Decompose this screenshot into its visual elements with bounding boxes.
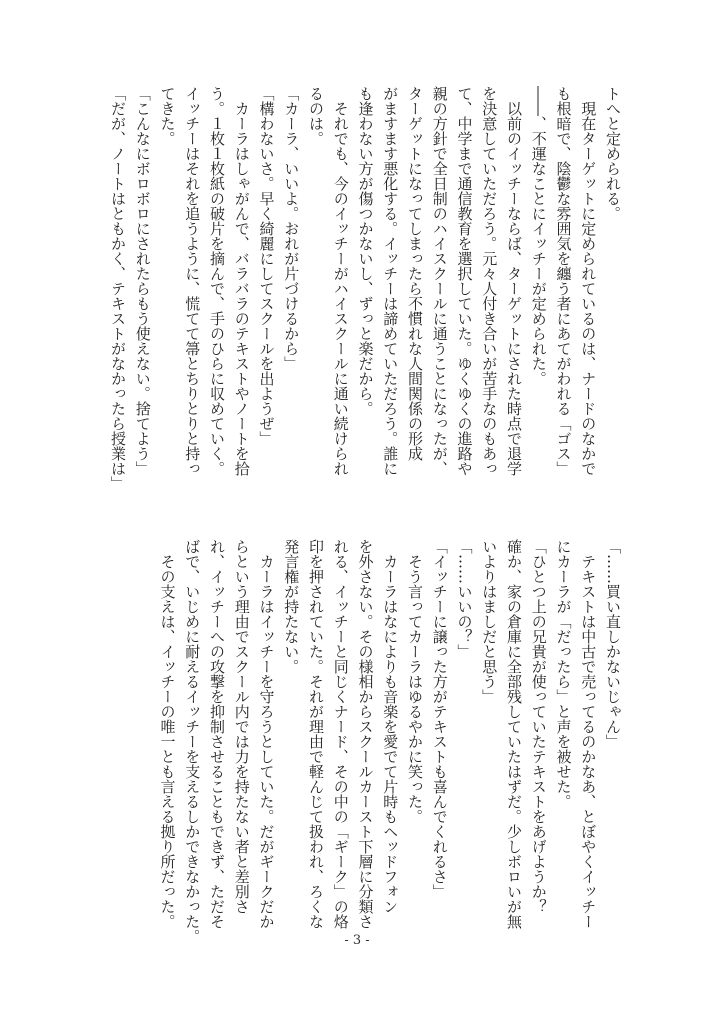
text-line: にカーラが「だったら」と声を被せた。 xyxy=(554,539,573,809)
text-line: 「カーラ、いいよ。おれが片づけるから」 xyxy=(282,86,301,371)
text-line: カーラはイッチーを守ろうとしていた。だがギークだか xyxy=(257,539,276,929)
text-line: を決意していただろう。元々人付き合いが苦手なのもあっ xyxy=(480,86,499,476)
text-line: 「……いいの？」 xyxy=(455,539,474,659)
text-line: それでも、今のイッチーがハイスクールに通い続けられ xyxy=(331,86,350,476)
text-line: も根暗で、陰鬱な雰囲気を纏う者にあてがわれる「ゴス」 xyxy=(554,86,573,476)
text-line: 「イッチーに譲った方がテキストも喜んでくれるさ」 xyxy=(430,539,449,899)
text-line: を外さない。その様相からスクールカースト下層に分類さ xyxy=(356,539,375,929)
text-line: るのは。 xyxy=(307,86,325,146)
top-text-block xyxy=(105,86,625,491)
text-line: れ、イッチーへの攻撃を抑制させることもできず、ただそ xyxy=(208,539,226,929)
text-line: 「こんなにボロボロにされたらもう使えない。捨てよう」 xyxy=(133,86,152,476)
text-line: 現在ターゲットに定められているのは、ナードのなかで xyxy=(579,86,598,476)
bottom-text-block xyxy=(155,539,625,944)
text-line: らという理由でスクール内では力を持たない者と差別さ xyxy=(232,539,251,914)
text-line: イッチーはそれを追うように、慌てて箒とちりとりと持っ xyxy=(183,86,202,476)
text-line: いよりはましだと思う」 xyxy=(480,539,499,704)
text-line: テキストは中古で売ってるのかなあ、とぼやくイッチー xyxy=(579,539,598,929)
text-line: トへと定められる。 xyxy=(604,86,622,221)
text-line: 発言権が持たない。 xyxy=(282,539,301,674)
text-line: カーラはなによりも音楽を愛でて片時もヘッドフォン xyxy=(381,539,400,914)
text-line: その支えは、イッチーの唯一とも言える拠り所だった。 xyxy=(158,539,177,929)
text-line: ばで、いじめに耐えるイッチーを支えるしかできなかった。 xyxy=(183,539,202,944)
text-line: てきた。 xyxy=(158,86,177,146)
text-line: 「だが、ノートはともかく、テキストがなかったら授業は」 xyxy=(109,86,127,491)
text-line: う。１枚１枚紙の破片を摘んで、手のひらに収めていく。 xyxy=(208,86,226,476)
text-line: ――、不運なことにイッチーが定められた。 xyxy=(529,86,548,386)
text-line: 「構わないさ。早く綺麗にしてスクールを出ようぜ」 xyxy=(257,86,276,446)
text-line: て、中学まで通信教育を選択していた。ゆくゆくの進路や xyxy=(455,86,474,476)
text-line: ターゲットになってしまったら不慣れな人間関係の形成 xyxy=(406,86,424,461)
text-line: れる、イッチーと同じくナード、その中の「ギーク」の烙 xyxy=(331,539,350,929)
text-line: 親の方針で全日制のハイスクールに通うことになったが、 xyxy=(430,86,449,476)
page-number: - 3 - xyxy=(344,933,370,948)
text-line: 確か、家の倉庫に全部残していたはずだ。少しボロいが無 xyxy=(505,539,523,929)
text-line: 「……買い直しかないじゃん」 xyxy=(604,539,622,749)
text-line: 印を押されていた。それが理由で軽んじて扱われ、ろくな xyxy=(307,539,325,929)
text-line: も逢わない方が傷つかないし、ずっと楽だから。 xyxy=(356,86,375,416)
text-line: 以前のイッチーならば、ターゲットにされた時点で退学 xyxy=(505,86,523,476)
text-line: がますます悪化する。イッチーは諦めていただろう。誰に xyxy=(381,86,400,476)
text-line: そう言ってカーラはゆるやかに笑った。 xyxy=(406,539,424,824)
text-line: 「ひとつ上の兄貴が使っていたテキストをあげようか？ xyxy=(529,539,548,914)
text-line: カーラはしゃがんで、バラバラのテキストやノートを拾 xyxy=(232,86,251,476)
